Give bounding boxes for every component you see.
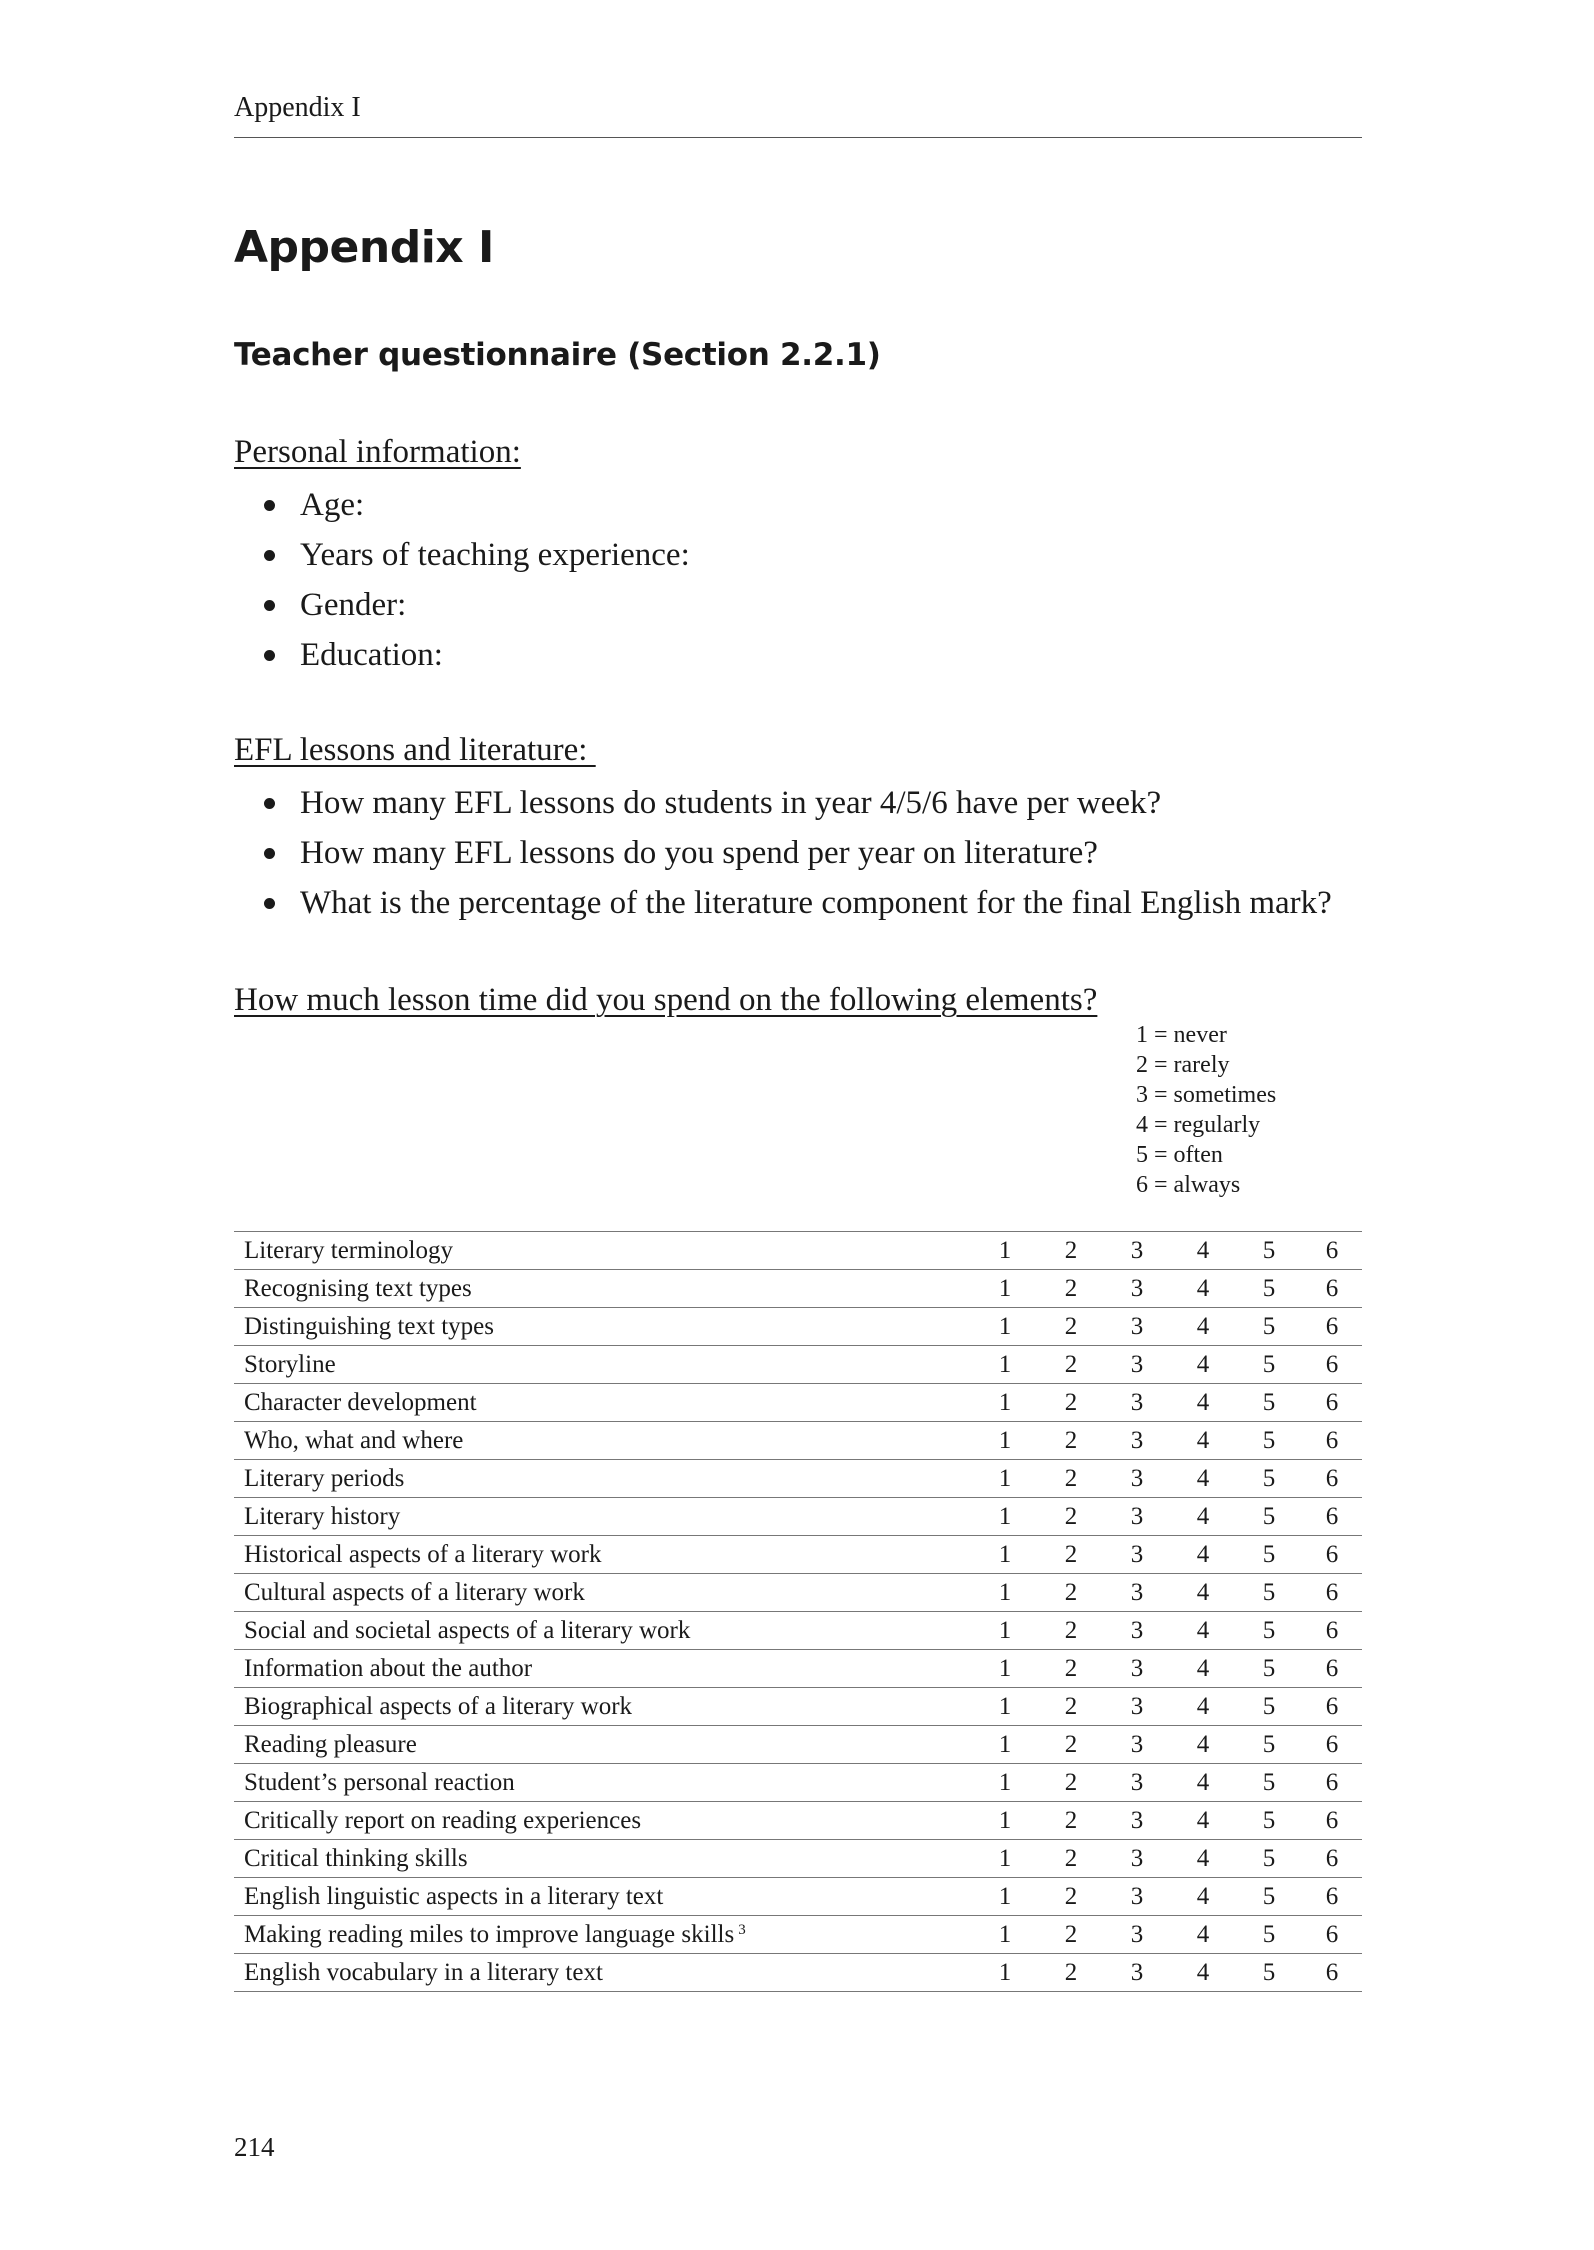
rating-option: 1 xyxy=(972,1916,1038,1954)
rating-option: 2 xyxy=(1038,1460,1104,1498)
scale-item: 5 = often xyxy=(1136,1142,1223,1168)
item-label-cell xyxy=(234,1802,972,1840)
appendix-title: Appendix I xyxy=(234,222,494,273)
rating-option: 6 xyxy=(1302,1840,1362,1878)
table-row xyxy=(234,1954,1362,1992)
item-label-cell xyxy=(234,1536,972,1574)
rating-option: 2 xyxy=(1038,1384,1104,1422)
rating-option: 1 xyxy=(972,1650,1038,1688)
rating-option: 6 xyxy=(1302,1498,1362,1536)
rating-option: 1 xyxy=(972,1612,1038,1650)
rating-option: 6 xyxy=(1302,1650,1362,1688)
rating-option: 3 xyxy=(1104,1840,1170,1878)
rating-option: 4 xyxy=(1170,1460,1236,1498)
item-label-cell xyxy=(234,1270,972,1308)
rating-option: 2 xyxy=(1038,1536,1104,1574)
rating-option: 1 xyxy=(972,1726,1038,1764)
rating-option: 1 xyxy=(972,1878,1038,1916)
rating-option: 6 xyxy=(1302,1726,1362,1764)
rating-option: 5 xyxy=(1236,1346,1302,1384)
table-row xyxy=(234,1726,1362,1764)
rating-option: 2 xyxy=(1038,1422,1104,1460)
rating-option: 5 xyxy=(1236,1536,1302,1574)
item-label-cell xyxy=(234,1422,972,1460)
rating-option: 6 xyxy=(1302,1422,1362,1460)
rating-option: 3 xyxy=(1104,1536,1170,1574)
rating-option: 2 xyxy=(1038,1726,1104,1764)
rating-option: 6 xyxy=(1302,1346,1362,1384)
efl-lessons-heading: EFL lessons and literature: xyxy=(234,732,596,768)
rating-option: 3 xyxy=(1104,1422,1170,1460)
item-label-cell xyxy=(234,1232,972,1270)
scale-item: 1 = never xyxy=(1136,1022,1227,1048)
item-label: Cultural aspects of a literary work xyxy=(244,1578,585,1606)
rating-option: 2 xyxy=(1038,1954,1104,1992)
item-label-cell xyxy=(234,1384,972,1422)
item-label: Literary periods xyxy=(244,1464,405,1492)
rating-option: 2 xyxy=(1038,1498,1104,1536)
item-label-cell xyxy=(234,1840,972,1878)
item-label-cell xyxy=(234,1878,972,1916)
rating-option: 5 xyxy=(1236,1802,1302,1840)
table-row xyxy=(234,1270,1362,1308)
rating-option: 3 xyxy=(1104,1878,1170,1916)
rating-option: 5 xyxy=(1236,1878,1302,1916)
table-row xyxy=(234,1574,1362,1612)
rating-option: 5 xyxy=(1236,1384,1302,1422)
rating-option: 2 xyxy=(1038,1878,1104,1916)
item-label: Storyline xyxy=(244,1350,336,1378)
rating-option: 5 xyxy=(1236,1726,1302,1764)
table-row xyxy=(234,1346,1362,1384)
item-label-cell xyxy=(234,1650,972,1688)
rating-option: 2 xyxy=(1038,1650,1104,1688)
rating-option: 4 xyxy=(1170,1346,1236,1384)
rating-option: 5 xyxy=(1236,1422,1302,1460)
rating-option: 2 xyxy=(1038,1764,1104,1802)
rating-option: 5 xyxy=(1236,1460,1302,1498)
item-label-cell xyxy=(234,1726,972,1764)
running-head: Appendix I xyxy=(234,92,361,123)
rating-option: 3 xyxy=(1104,1726,1170,1764)
rating-option: 5 xyxy=(1236,1270,1302,1308)
rating-option: 4 xyxy=(1170,1764,1236,1802)
scale-item: 6 = always xyxy=(1136,1172,1241,1198)
rating-option: 3 xyxy=(1104,1232,1170,1270)
rating-option: 5 xyxy=(1236,1308,1302,1346)
rating-option: 1 xyxy=(972,1574,1038,1612)
rating-option: 2 xyxy=(1038,1308,1104,1346)
item-label: Information about the author xyxy=(244,1654,533,1682)
personal-information-list xyxy=(262,480,690,680)
rating-option: 5 xyxy=(1236,1840,1302,1878)
rating-option: 4 xyxy=(1170,1916,1236,1954)
rating-option: 1 xyxy=(972,1498,1038,1536)
list-item: How many EFL lessons do you spend per year on literature? xyxy=(262,828,1332,878)
rating-option: 4 xyxy=(1170,1954,1236,1992)
rating-option: 3 xyxy=(1104,1802,1170,1840)
rating-option: 4 xyxy=(1170,1308,1236,1346)
rating-option: 2 xyxy=(1038,1574,1104,1612)
item-label: Student’s personal reaction xyxy=(244,1768,515,1796)
scale-item: 4 = regularly xyxy=(1136,1112,1261,1138)
rating-option: 4 xyxy=(1170,1612,1236,1650)
lesson-time-heading: How much lesson time did you spend on the following elements? xyxy=(234,982,1098,1018)
item-label: Critical thinking skills xyxy=(244,1844,468,1872)
rating-option: 4 xyxy=(1170,1726,1236,1764)
rating-option: 5 xyxy=(1236,1916,1302,1954)
item-label: Social and societal aspects of a literary work xyxy=(244,1616,691,1644)
item-label-cell xyxy=(234,1764,972,1802)
rating-option: 3 xyxy=(1104,1270,1170,1308)
rating-option: 1 xyxy=(972,1422,1038,1460)
scale-item: 2 = rarely xyxy=(1136,1052,1230,1078)
item-label: English vocabulary in a literary text xyxy=(244,1958,603,1986)
rating-option: 2 xyxy=(1038,1840,1104,1878)
rating-option: 3 xyxy=(1104,1764,1170,1802)
rating-scale-legend xyxy=(1136,1020,1276,1200)
rating-option: 5 xyxy=(1236,1612,1302,1650)
rating-option: 3 xyxy=(1104,1688,1170,1726)
table-row xyxy=(234,1802,1362,1840)
header-rule xyxy=(234,137,1362,138)
rating-option: 5 xyxy=(1236,1232,1302,1270)
lesson-time-table-body xyxy=(234,1232,1362,1992)
table-row xyxy=(234,1536,1362,1574)
rating-option: 1 xyxy=(972,1954,1038,1992)
rating-option: 4 xyxy=(1170,1688,1236,1726)
rating-option: 3 xyxy=(1104,1916,1170,1954)
table-row xyxy=(234,1384,1362,1422)
item-label-cell xyxy=(234,1916,972,1954)
table-row xyxy=(234,1650,1362,1688)
item-label: English linguistic aspects in a literary text xyxy=(244,1882,664,1910)
rating-option: 4 xyxy=(1170,1840,1236,1878)
rating-option: 2 xyxy=(1038,1688,1104,1726)
rating-option: 4 xyxy=(1170,1270,1236,1308)
page-number: 214 xyxy=(234,2132,275,2162)
rating-option: 4 xyxy=(1170,1574,1236,1612)
list-item: Age: xyxy=(262,480,690,530)
rating-option: 5 xyxy=(1236,1650,1302,1688)
item-label: Making reading miles to improve language skills xyxy=(244,1920,735,1948)
item-label: Biographical aspects of a literary work xyxy=(244,1692,633,1720)
table-row xyxy=(234,1612,1362,1650)
rating-option: 3 xyxy=(1104,1460,1170,1498)
table-row xyxy=(234,1308,1362,1346)
rating-option: 1 xyxy=(972,1308,1038,1346)
rating-option: 2 xyxy=(1038,1232,1104,1270)
rating-option: 1 xyxy=(972,1270,1038,1308)
item-label-cell xyxy=(234,1574,972,1612)
rating-option: 1 xyxy=(972,1840,1038,1878)
item-label: Who, what and where xyxy=(244,1426,464,1454)
rating-option: 1 xyxy=(972,1764,1038,1802)
table-row xyxy=(234,1688,1362,1726)
rating-option: 6 xyxy=(1302,1384,1362,1422)
rating-option: 6 xyxy=(1302,1460,1362,1498)
footnote-marker: 3 xyxy=(738,1921,746,1938)
rating-option: 4 xyxy=(1170,1422,1236,1460)
list-item: Gender: xyxy=(262,580,690,630)
rating-option: 6 xyxy=(1302,1612,1362,1650)
item-label-cell xyxy=(234,1308,972,1346)
questionnaire-title: Teacher questionnaire (Section 2.2.1) xyxy=(234,337,881,373)
item-label: Historical aspects of a literary work xyxy=(244,1540,602,1568)
rating-option: 4 xyxy=(1170,1232,1236,1270)
rating-option: 1 xyxy=(972,1346,1038,1384)
rating-option: 5 xyxy=(1236,1498,1302,1536)
item-label-cell xyxy=(234,1954,972,1992)
table-row xyxy=(234,1460,1362,1498)
table-row xyxy=(234,1878,1362,1916)
item-label-cell xyxy=(234,1346,972,1384)
rating-option: 3 xyxy=(1104,1650,1170,1688)
rating-option: 3 xyxy=(1104,1384,1170,1422)
rating-option: 6 xyxy=(1302,1574,1362,1612)
item-label: Distinguishing text types xyxy=(244,1312,494,1340)
table-row xyxy=(234,1764,1362,1802)
item-label: Critically report on reading experiences xyxy=(244,1806,642,1834)
item-label: Recognising text types xyxy=(244,1274,472,1302)
table-row xyxy=(234,1232,1362,1270)
item-label: Character development xyxy=(244,1388,477,1416)
rating-option: 4 xyxy=(1170,1650,1236,1688)
item-label: Literary terminology xyxy=(244,1236,453,1264)
list-item: Years of teaching experience: xyxy=(262,530,690,580)
rating-option: 6 xyxy=(1302,1764,1362,1802)
rating-option: 3 xyxy=(1104,1574,1170,1612)
rating-option: 2 xyxy=(1038,1346,1104,1384)
rating-option: 6 xyxy=(1302,1916,1362,1954)
item-label-cell xyxy=(234,1460,972,1498)
table-row xyxy=(234,1422,1362,1460)
rating-option: 4 xyxy=(1170,1878,1236,1916)
rating-option: 6 xyxy=(1302,1270,1362,1308)
rating-option: 3 xyxy=(1104,1308,1170,1346)
rating-option: 3 xyxy=(1104,1612,1170,1650)
rating-option: 3 xyxy=(1104,1346,1170,1384)
rating-option: 4 xyxy=(1170,1536,1236,1574)
rating-option: 5 xyxy=(1236,1764,1302,1802)
list-item: Education: xyxy=(262,630,690,680)
rating-option: 2 xyxy=(1038,1270,1104,1308)
rating-option: 2 xyxy=(1038,1916,1104,1954)
rating-option: 3 xyxy=(1104,1498,1170,1536)
table-row xyxy=(234,1840,1362,1878)
rating-option: 4 xyxy=(1170,1802,1236,1840)
table-row xyxy=(234,1916,1362,1954)
list-item: What is the percentage of the literature component for the final English mark? xyxy=(262,878,1332,928)
rating-option: 1 xyxy=(972,1802,1038,1840)
rating-option: 2 xyxy=(1038,1612,1104,1650)
rating-option: 1 xyxy=(972,1536,1038,1574)
rating-option: 5 xyxy=(1236,1688,1302,1726)
item-label-cell xyxy=(234,1612,972,1650)
item-label: Reading pleasure xyxy=(244,1730,417,1758)
rating-option: 6 xyxy=(1302,1954,1362,1992)
rating-option: 4 xyxy=(1170,1498,1236,1536)
rating-option: 6 xyxy=(1302,1802,1362,1840)
rating-option: 1 xyxy=(972,1232,1038,1270)
item-label-cell xyxy=(234,1688,972,1726)
item-label-cell xyxy=(234,1498,972,1536)
rating-option: 2 xyxy=(1038,1802,1104,1840)
rating-option: 6 xyxy=(1302,1536,1362,1574)
table-row xyxy=(234,1498,1362,1536)
rating-option: 3 xyxy=(1104,1954,1170,1992)
rating-option: 5 xyxy=(1236,1574,1302,1612)
scale-item: 3 = sometimes xyxy=(1136,1082,1277,1108)
rating-option: 6 xyxy=(1302,1688,1362,1726)
personal-information-heading: Personal information: xyxy=(234,434,521,470)
lesson-time-table xyxy=(234,1231,1362,1992)
rating-option: 1 xyxy=(972,1384,1038,1422)
list-item: How many EFL lessons do students in year 4/5/6 have per week? xyxy=(262,778,1332,828)
rating-option: 4 xyxy=(1170,1384,1236,1422)
rating-option: 5 xyxy=(1236,1954,1302,1992)
rating-option: 1 xyxy=(972,1460,1038,1498)
rating-option: 1 xyxy=(972,1688,1038,1726)
rating-option: 6 xyxy=(1302,1308,1362,1346)
efl-lessons-list xyxy=(262,778,1332,928)
item-label: Literary history xyxy=(244,1502,401,1530)
rating-option: 6 xyxy=(1302,1878,1362,1916)
rating-option: 6 xyxy=(1302,1232,1362,1270)
